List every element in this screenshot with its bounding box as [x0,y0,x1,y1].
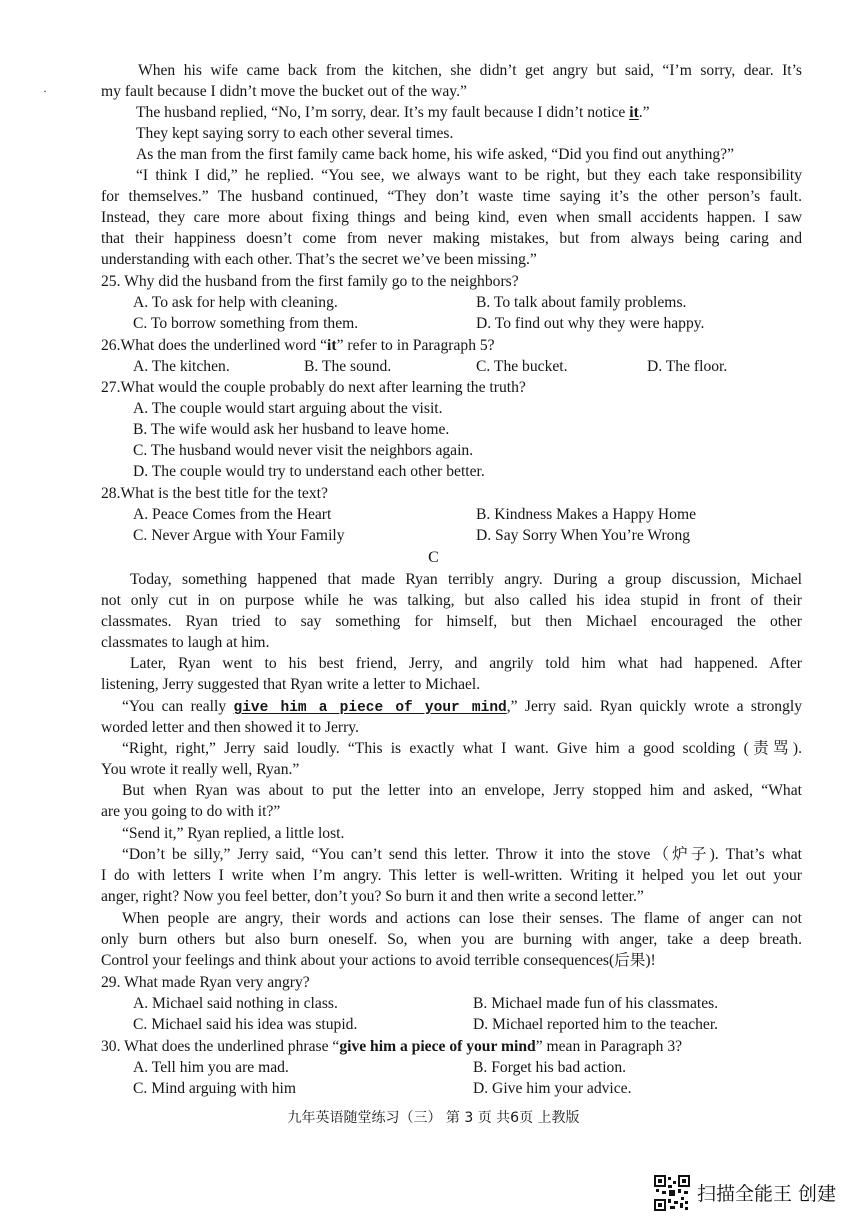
c-p4-line-2: You wrote it really well, Ryan.” [101,761,300,778]
q26-option-a[interactable]: A. The kitchen. [133,358,230,375]
passage-b-final-1: “I think I did,” he replied. “You see, we always want to be right, but they each take responsibility [136,167,802,184]
q25-option-c[interactable]: C. To borrow something from them. [133,315,359,332]
c-p2-line-2: listening, Jerry suggested that Ryan write a letter to Michael. [101,676,481,693]
q27-stem: 27.What would the couple probably do next after learning the truth? [101,379,526,396]
q27-option-d[interactable]: D. The couple would try to understand each other better. [133,463,485,480]
q26-word: it [327,337,337,354]
q25-option-b[interactable]: B. To talk about family problems. [476,294,687,311]
scanner-watermark: 扫描全能王 创建 [697,1183,837,1205]
q29-option-c[interactable]: C. Michael said his idea was stupid. [133,1016,358,1033]
passage-b-line-2: my fault because I didn’t move the bucket out of the way.” [101,83,467,100]
q27-option-a[interactable]: A. The couple would start arguing about the visit. [133,400,443,417]
c-p4-line-1: “Right, right,” Jerry said loudly. “This is exactly what I want. Give him a good scolding (责骂). [122,740,802,757]
q29-option-a[interactable]: A. Michael said nothing in class. [133,995,338,1012]
q26-option-b[interactable]: B. The sound. [304,358,392,375]
passage-b-sorry-line: They kept saying sorry to each other several times. [136,125,454,142]
q28-option-a[interactable]: A. Peace Comes from the Heart [133,506,332,523]
underlined-phrase: give him a piece of your mind [233,700,507,716]
passage-b-final-2: for themselves.” The husband continued, “They don’t waste time saying it’s the other person’s fault. [101,188,802,205]
q30-phrase: give him a piece of your mind [339,1038,536,1055]
q28-option-b[interactable]: B. Kindness Makes a Happy Home [476,506,697,523]
passage-b-final-5: understanding with each other. That’s the secret we’ve been missing.” [101,251,537,268]
margin-mark: · [43,84,47,98]
husband-reply: The husband replied, “No, I’m sorry, dear. It’s my fault because I didn’t notice it.” [136,104,650,121]
q25-stem: 25. Why did the husband from the first family go to the neighbors? [101,273,519,290]
q28-option-c[interactable]: C. Never Argue with Your Family [133,527,345,544]
c-p1-line-4: classmates to laugh at him. [101,634,270,651]
c-p5-line-2: are you going to do with it?” [101,803,281,820]
c-p1-line-3: classmates. Ryan tried to say something for himself, but then Michael encouraged the other [101,613,802,630]
c-p7-line-2: I do with letters I write when I’m angry. This letter is well-written. Writing it helped you let out your [101,867,802,884]
q30-option-c[interactable]: C. Mind arguing with him [133,1080,297,1097]
q26-option-c[interactable]: C. The bucket. [476,358,568,375]
q28-option-d[interactable]: D. Say Sorry When You’re Wrong [476,527,691,544]
passage-b-final-3: Instead, they care more about fixing things and being kind, even when small accidents happen. I saw [101,209,802,226]
q27-option-c[interactable]: C. The husband would never visit the neighbors again. [133,442,474,459]
c-p8-line-2: only burn others but also burn oneself. So, when you are burning with anger, take a deep breath. [101,931,802,948]
q27-option-b[interactable]: B. The wife would ask her husband to leave home. [133,421,450,438]
underlined-it: it [629,104,639,121]
q30-option-d[interactable]: D. Give him your advice. [473,1080,632,1097]
q28-stem: 28.What is the best title for the text? [101,485,328,502]
passage-b-home-line: As the man from the first family came back home, his wife asked, “Did you find out anything?” [136,146,735,163]
c-p1-line-1: Today, something happened that made Ryan terribly angry. During a group discussion, Michael [130,571,802,588]
q30-stem: 30. What does the underlined phrase “give him a piece of your mind” mean in Paragraph 3? [101,1038,683,1055]
c-p3-line-2: worded letter and then showed it to Jerry. [101,719,359,736]
c-p5-line-1: But when Ryan was about to put the letter into an envelope, Jerry stopped him and asked, “What [122,782,802,799]
q25-option-a[interactable]: A. To ask for help with cleaning. [133,294,338,311]
q29-option-d[interactable]: D. Michael reported him to the teacher. [473,1016,719,1033]
c-p2-line-1: Later, Ryan went to his best friend, Jerry, and angrily told him what had happened. After [130,655,802,672]
q26-stem: 26.What does the underlined word “it” refer to in Paragraph 5? [101,337,495,354]
c-p3-line-1: “You can really give him a piece of your mind,” Jerry said. Ryan quickly wrote a strongly [122,698,803,716]
q30-option-b[interactable]: B. Forget his bad action. [473,1059,627,1076]
q29-option-b[interactable]: B. Michael made fun of his classmates. [473,995,719,1012]
c-p7-line-3: anger, right? Now you feel better, don’t you? So burn it and then write a second letter.” [101,888,644,905]
section-heading-c: C [428,549,439,566]
c-p8-line-1: When people are angry, their words and actions can lose their senses. The flame of anger can not [122,910,802,927]
q26-option-d[interactable]: D. The floor. [647,358,728,375]
qr-code-icon [654,1175,690,1211]
c-p1-line-2: not only cut in on purpose while he was talking, but also called his idea stupid in front of their [101,592,802,609]
page-footer: 九年英语随堂练习（三） 第 3 页 共6页 上教版 [287,1110,580,1126]
c-p7-line-1: “Don’t be silly,” Jerry said, “You can’t send this letter. Throw it into the stove（炉子). That’s what [122,846,802,863]
q29-stem: 29. What made Ryan very angry? [101,974,310,991]
c-p8-line-3: Control your feelings and think about your actions to avoid terrible consequences(后果)! [101,952,656,969]
q25-option-d[interactable]: D. To find out why they were happy. [476,315,705,332]
passage-b-line-1: When his wife came back from the kitchen, she didn’t get angry but said, “I’m sorry, dear. It’s [138,62,802,79]
q30-option-a[interactable]: A. Tell him you are mad. [133,1059,289,1076]
passage-b-final-4: that their happiness doesn’t come from never making mistakes, but from always being caring and [101,230,802,247]
c-p6: “Send it,” Ryan replied, a little lost. [122,825,345,842]
